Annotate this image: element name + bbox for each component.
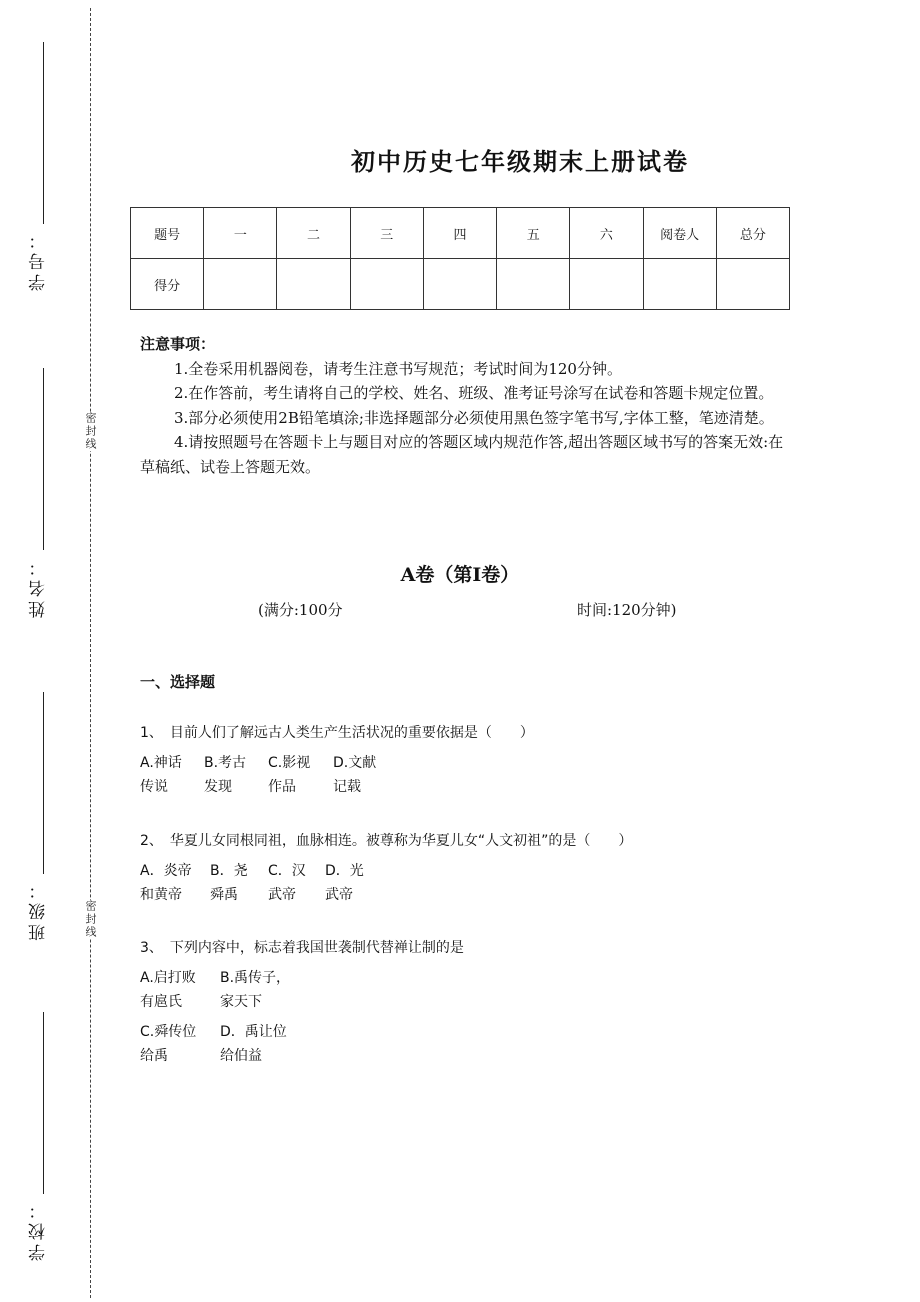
option-bottom: 武帝 [268, 887, 296, 903]
notes-item: 1.全卷采用机器阅卷，请考生注意书写规范；考试时间为120分钟。 [174, 359, 622, 378]
class-underline [43, 692, 44, 874]
table-header-cell: 六 [570, 208, 643, 259]
option-bottom: 家天下 [220, 994, 262, 1010]
binding-dashed-line [90, 8, 91, 1298]
score-cell [570, 259, 643, 310]
student-id-underline [43, 42, 44, 224]
notes-item: 2.在作答前，考生请将自己的学校、姓名、班级、准考证号涂写在试卷和答题卡规定位置。 [174, 384, 774, 402]
question-stem: 1、 目前人们了解远古人类生产生活状况的重要依据是（ ） [140, 725, 534, 741]
student-id-label: 学号： [29, 228, 49, 291]
option-top: C.影视 [268, 755, 311, 771]
score-cell [716, 259, 789, 310]
option-bottom: 发现 [204, 779, 232, 795]
score-table-header-row [131, 208, 790, 259]
question-stem: 3、 下列内容中，标志着我国世袭制代替禅让制的是 [140, 940, 464, 956]
table-header-cell: 四 [423, 208, 496, 259]
notes-block [140, 332, 790, 479]
notes-heading: 注意事项： [140, 335, 216, 353]
table-header-cell: 三 [350, 208, 423, 259]
score-cell [277, 259, 350, 310]
option-bottom: 给伯益 [220, 1048, 262, 1064]
question-stem: 2、 华夏儿女同根同祖，血脉相连。被尊称为华夏儿女“人文初祖”的是（ ） [140, 833, 633, 849]
exam-time: 时间:120分钟) [577, 601, 677, 619]
score-cell [350, 259, 423, 310]
option-top: A.启打败 [140, 970, 196, 986]
part-one-heading: 一、选择题 [140, 673, 216, 691]
option-top: B.禹传子， [220, 970, 291, 986]
seal-text: 密封线 [84, 900, 97, 939]
table-header-cell: 二 [277, 208, 350, 259]
table-header-cell: 总分 [716, 208, 789, 259]
option-bottom: 记载 [333, 779, 361, 795]
option-top: D.文献 [333, 755, 377, 771]
table-header-cell: 题号 [131, 208, 204, 259]
score-cell [423, 259, 496, 310]
option-top: A．炎帝 [140, 863, 192, 879]
class-label: 班级： [29, 878, 49, 941]
section-title: A卷（第I卷） [400, 564, 520, 586]
name-label: 姓名： [29, 555, 49, 618]
school-label: 学校： [29, 1198, 49, 1261]
notes-item: 3.部分必须使用2B铅笔填涂;非选择题部分必须使用黑色签字笔书写,字体工整，笔迹清楚。 [174, 408, 774, 427]
seal-text: 密封线 [84, 412, 97, 451]
score-table [130, 207, 790, 310]
table-header-cell: 阅卷人 [643, 208, 716, 259]
option-bottom: 给禹 [140, 1048, 168, 1064]
option-top: A.神话 [140, 755, 182, 771]
table-header-cell: 一 [204, 208, 277, 259]
score-cell [643, 259, 716, 310]
option-top: D．光 [325, 863, 364, 879]
option-bottom: 武帝 [325, 887, 353, 903]
score-cell [204, 259, 277, 310]
name-underline [43, 368, 44, 550]
option-bottom: 传说 [140, 779, 168, 795]
option-top: D．禹让位 [220, 1024, 287, 1040]
score-table-score-row [131, 259, 790, 310]
score-cell [497, 259, 570, 310]
school-underline [43, 1012, 44, 1194]
option-top: B.考古 [204, 755, 247, 771]
option-top: B．尧 [210, 863, 248, 879]
option-bottom: 有扈氏 [140, 994, 182, 1010]
option-bottom: 和黄帝 [140, 887, 182, 903]
score-row-label: 得分 [131, 259, 204, 310]
option-top: C.舜传位 [140, 1024, 197, 1040]
table-header-cell: 五 [497, 208, 570, 259]
option-bottom: 舜禹 [210, 887, 238, 903]
notes-item: 4.请按照题号在答题卡上与题目对应的答题区域内规范作答,超出答题区域书写的答案无效:在草稿纸、试卷上答题无效。 [140, 433, 784, 476]
page-title: 初中历史七年级期末上册试卷 [351, 147, 689, 176]
option-bottom: 作品 [268, 779, 296, 795]
full-score: (满分:100分 [258, 601, 343, 619]
option-top: C．汉 [268, 863, 306, 879]
